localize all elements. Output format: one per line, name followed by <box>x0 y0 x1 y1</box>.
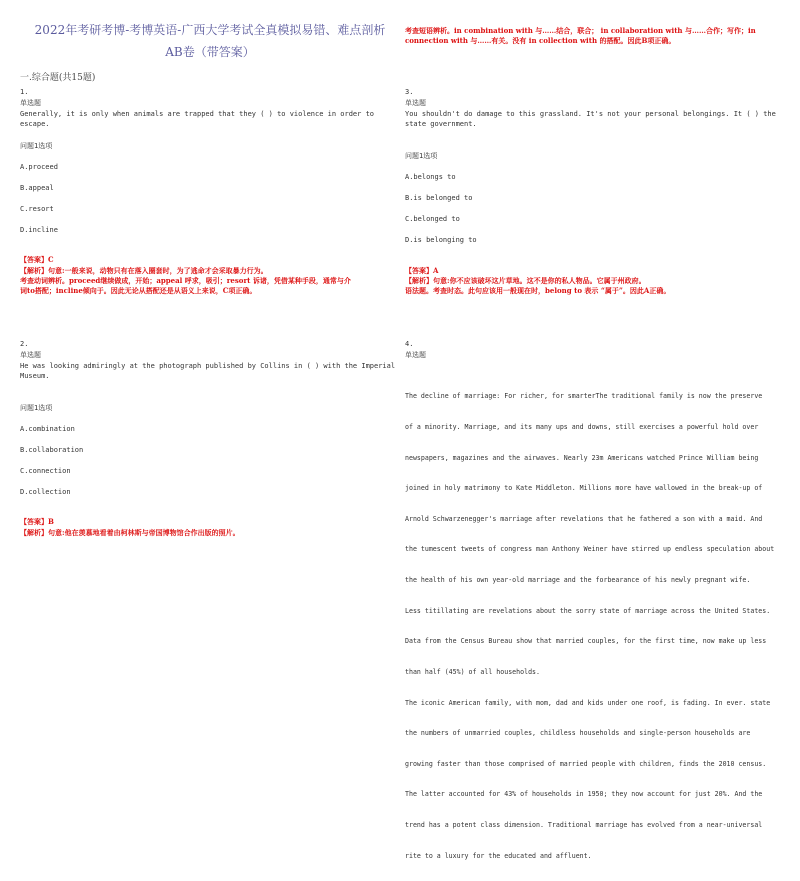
section-heading: 一.综合题(共15题) <box>20 73 96 83</box>
q1-option-b[interactable]: B.appeal <box>20 184 54 192</box>
q1-stem: Generally, it is only when animals are trapped that they ( ) to violence in order to escape. <box>20 110 379 128</box>
q1-answer: 【答案】C <box>20 255 54 264</box>
q1-sub-label: 问题1选项 <box>20 142 53 150</box>
q3-analysis-1: 【解析】句意:你不应该破坏这片草地。这不是你的私人物品。它属于州政府。 <box>405 276 646 285</box>
q4-type: 单选题 <box>405 351 426 359</box>
q1-analysis-1: 【解析】句意:一般来说，动物只有在落入圈套时，为了逃命才会采取暴力行为。 <box>20 266 268 275</box>
passage-line: joined in holy matrimony to Kate Middleton. Millions more have wallowed in the break-up of <box>405 484 763 493</box>
q2-stem-2: Museum. <box>20 372 50 380</box>
q2-sub-label: 问题1选项 <box>20 404 53 412</box>
q1-number: 1. <box>20 88 29 96</box>
q2-type: 单选题 <box>20 351 41 359</box>
q1-type: 单选题 <box>20 99 41 107</box>
q3-stem-1: You shouldn't do damage to this grassland. It's not your personal belongings. It ( ) the <box>405 110 776 118</box>
q3-stem-2: state government. <box>405 120 477 128</box>
passage-line: than half (45%) of all households. <box>405 667 540 676</box>
q3-analysis-2: 语法题。考查时态。此句应该用一般现在时，belong to 表示 “属于”。因此A正确。 <box>405 286 671 295</box>
passage-line: Data from the Census Bureau show that married couples, for the first time, now make up less <box>405 637 767 646</box>
q2-option-d[interactable]: D.collection <box>20 488 71 496</box>
q3-option-b[interactable]: B.is belonged to <box>405 194 473 202</box>
q3-number: 3. <box>405 88 414 96</box>
passage-line: the health of his own year-old marriage and the forbearance of his newly pregnant wife. <box>405 576 751 585</box>
q2-stem-1: He was looking admiringly at the photograph published by Collins in ( ) with the Imperial <box>20 362 396 370</box>
q2-option-c[interactable]: C.connection <box>20 467 71 475</box>
passage-line: The latter accounted for 43% of households in 1950; they now account for just 20%. And the <box>405 790 763 799</box>
q3-sub-label: 问题1选项 <box>405 152 438 160</box>
passage-line: newspapers, magazines and the airwaves. Nearly 23m Americans watched Prince William being <box>405 453 759 462</box>
q3-option-a[interactable]: A.belongs to <box>405 173 456 181</box>
q2-analysis-1: 【解析】句意:他在羡慕地看着由柯林斯与帝国博物馆合作出版的照片。 <box>20 528 240 537</box>
page-title-line-1: 2022年考研考博-考博英语-广西大学考试全真模拟易错、难点剖析 <box>34 23 386 37</box>
q2-analysis-cont-2: connection with 与……有关。没有 in collection with 的搭配。因此B项正确。 <box>405 36 676 45</box>
passage-line: of a minority. Marriage, and its many ups and downs, still exercises a powerful hold over <box>405 423 759 432</box>
passage-line: Arnold Schwarzenegger's marriage after revelations that he fathered a son with a maid. And <box>405 514 763 523</box>
passage-line: trend has a potent class dimension. Traditional marriage has evolved from a near-universal <box>405 820 763 829</box>
q3-answer: 【答案】A <box>405 266 439 275</box>
passage-line: rite to a luxury for the educated and affluent. <box>405 851 592 860</box>
passage-line: Less titillating are revelations about the sorry state of marriage across the United States. <box>405 606 771 615</box>
q2-answer: 【答案】B <box>20 517 54 526</box>
q2-option-a[interactable]: A.combination <box>20 425 75 433</box>
q4-number: 4. <box>405 340 414 348</box>
q1-analysis-3: 词to搭配；incline倾向于。因此无论从搭配还是从语义上来说，C项正确。 <box>20 286 257 295</box>
q2-analysis-cont-1: 考查短语辨析。in combination with 与……结合，联合； in collaboration with 与……合作；写作；in <box>405 26 756 35</box>
page-title-line-2: AB卷（带答案） <box>165 45 255 59</box>
passage-line: the tumescent tweets of congress man Anthony Weiner have stirred up endless speculation about <box>405 545 775 554</box>
q1-option-c[interactable]: C.resort <box>20 205 54 213</box>
q3-option-d[interactable]: D.is belonging to <box>405 236 477 244</box>
q4-passage <box>405 371 785 881</box>
q2-option-b[interactable]: B.collaboration <box>20 446 84 454</box>
q1-option-a[interactable]: A.proceed <box>20 163 58 171</box>
q3-option-c[interactable]: C.belonged to <box>405 215 460 223</box>
q2-number: 2. <box>20 340 29 348</box>
q1-option-d[interactable]: D.incline <box>20 226 58 234</box>
passage-line: the numbers of unmarried couples, childless households and single-person households are <box>405 729 751 738</box>
passage-line: growing faster than those comprised of married people with children, finds the 2010 census. <box>405 759 767 768</box>
passage-line: The iconic American family, with mom, dad and kids under one roof, is fading. In ever. state <box>405 698 771 707</box>
passage-line: The decline of marriage: For richer, for smarterThe traditional family is now the preserve <box>405 392 763 401</box>
q3-type: 单选题 <box>405 99 426 107</box>
q1-analysis-2: 考查动词辨析。proceed继续做成，开始；appeal 呼求，吸引；resort 诉诸，凭借某种手段，通常与介 <box>20 276 351 285</box>
